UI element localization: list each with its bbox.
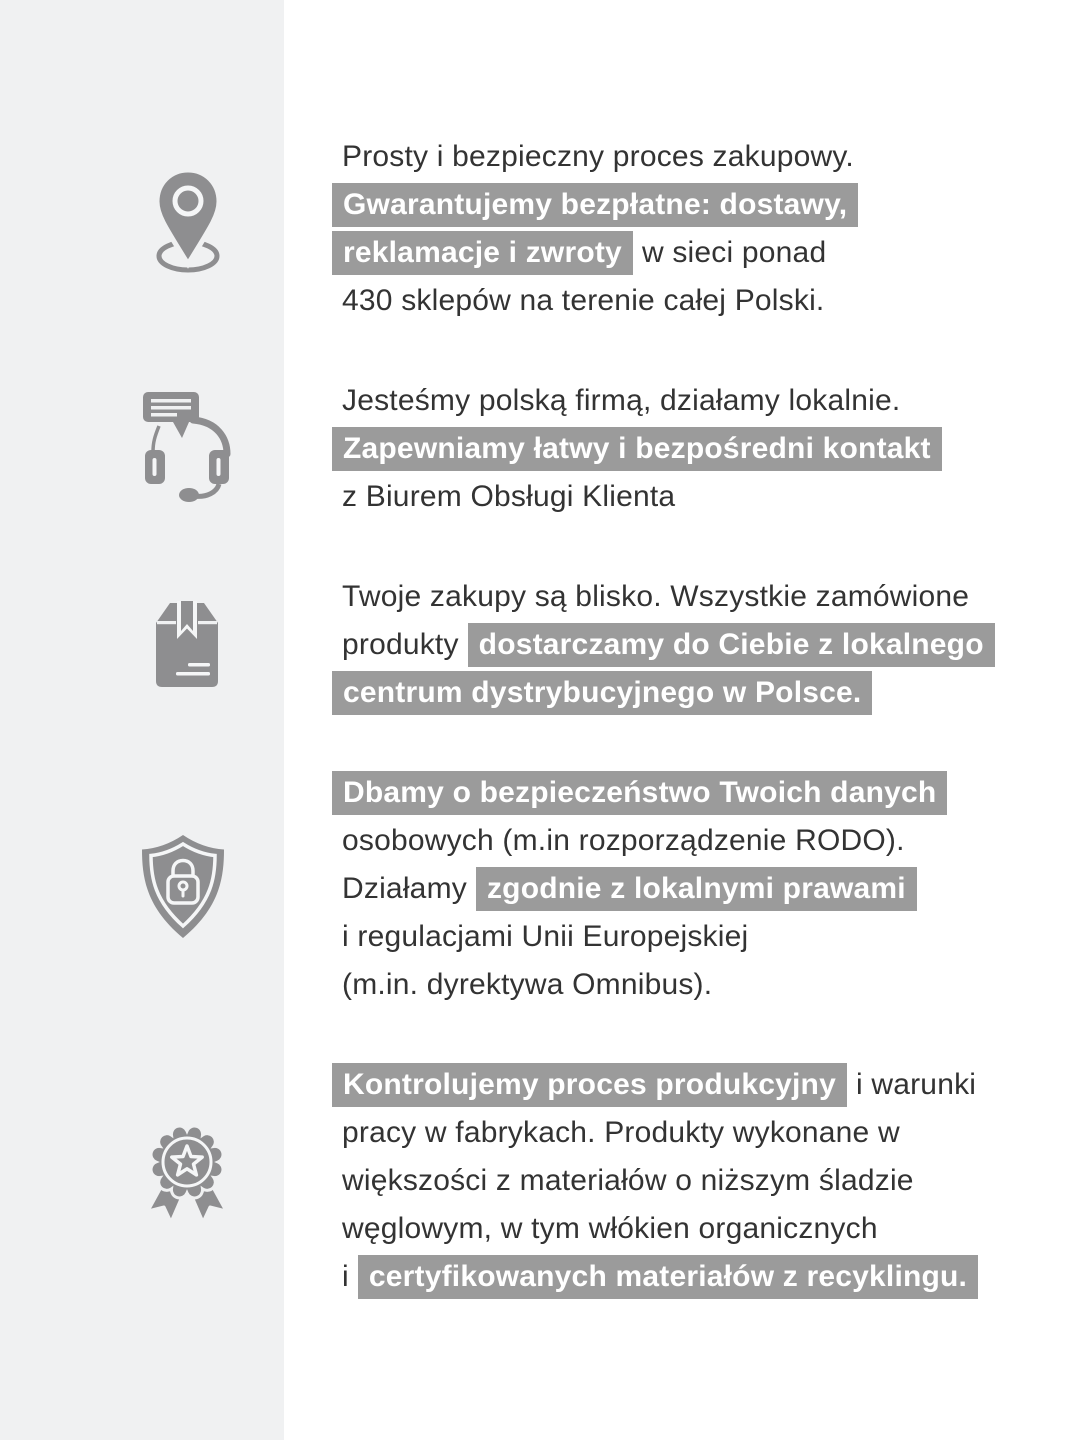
section-local-delivery — [332, 573, 1080, 717]
section-local-contact — [332, 377, 1080, 521]
highlighted-text: centrum dystrybucyjnego w Polsce. — [332, 671, 872, 715]
text-line — [332, 1205, 1080, 1253]
location-pin-icon — [153, 167, 223, 277]
highlighted-text: Kontrolujemy proces produkcyjny — [332, 1063, 847, 1107]
highlighted-text: Dbamy o bezpieczeństwo Twoich danych — [332, 771, 947, 815]
plain-text: pracy w fabrykach. Produkty wykonane w — [342, 1116, 900, 1149]
text-line — [332, 133, 1080, 181]
plain-text: Twoje zakupy są blisko. Wszystkie zamówione — [342, 580, 970, 613]
highlighted-text: certyfikowanych materiałów z recyklingu. — [358, 1255, 978, 1299]
section-data-security — [332, 769, 1080, 1009]
text-line — [332, 769, 1080, 817]
highlighted-text: reklamacje i zwroty — [332, 231, 633, 275]
highlighted-text: zgodnie z lokalnymi prawami — [476, 867, 917, 911]
text-line — [332, 913, 1080, 961]
text-line — [332, 1061, 1080, 1109]
sidebar — [0, 0, 284, 1440]
highlighted-text: Zapewniamy łatwy i bezpośredni kontakt — [332, 427, 942, 471]
plain-text: i regulacjami Unii Europejskiej — [342, 920, 749, 953]
plain-text: 430 sklepów na terenie całej Polski. — [342, 284, 825, 317]
plain-text: i warunki — [855, 1068, 977, 1101]
text-line — [332, 181, 1080, 229]
text-line — [332, 573, 1080, 621]
text-line — [332, 1253, 1080, 1301]
plain-text: w sieci ponad — [641, 236, 827, 269]
text-line — [332, 865, 1080, 913]
award-badge-icon — [134, 1118, 240, 1236]
plain-text: Prosty i bezpieczny proces zakupowy. — [342, 140, 854, 173]
text-line — [332, 473, 1080, 521]
plain-text: produkty — [342, 628, 459, 661]
plain-text: Jesteśmy polską firmą, działamy lokalnie. — [342, 384, 901, 417]
plain-text: (m.in. dyrektywa Omnibus). — [342, 968, 713, 1001]
text-line — [332, 377, 1080, 425]
text-line — [332, 817, 1080, 865]
text-line — [332, 425, 1080, 473]
content-column — [332, 0, 1080, 1440]
text-line — [332, 1157, 1080, 1205]
plain-text: osobowych (m.in rozporządzenie RODO). — [342, 824, 905, 857]
highlighted-text: dostarczamy do Ciebie z lokalnego — [468, 623, 995, 667]
text-line — [332, 621, 1080, 669]
text-line — [332, 669, 1080, 717]
plain-text: Działamy — [342, 872, 467, 905]
plain-text: i — [342, 1260, 349, 1293]
highlighted-text: Gwarantujemy bezpłatne: dostawy, — [332, 183, 858, 227]
shield-lock-icon — [134, 832, 232, 942]
plain-text: węglowym, w tym włókien organicznych — [342, 1212, 878, 1245]
plain-text: z Biurem Obsługi Klienta — [342, 480, 676, 513]
package-box-icon — [148, 593, 226, 689]
section-production-control — [332, 1061, 1080, 1301]
text-line — [332, 277, 1080, 325]
text-line — [332, 1109, 1080, 1157]
headset-chat-icon — [135, 388, 239, 506]
plain-text: większości z materiałów o niższym śladzie — [342, 1164, 914, 1197]
section-free-services — [332, 133, 1080, 325]
text-line — [332, 961, 1080, 1009]
text-line — [332, 229, 1080, 277]
